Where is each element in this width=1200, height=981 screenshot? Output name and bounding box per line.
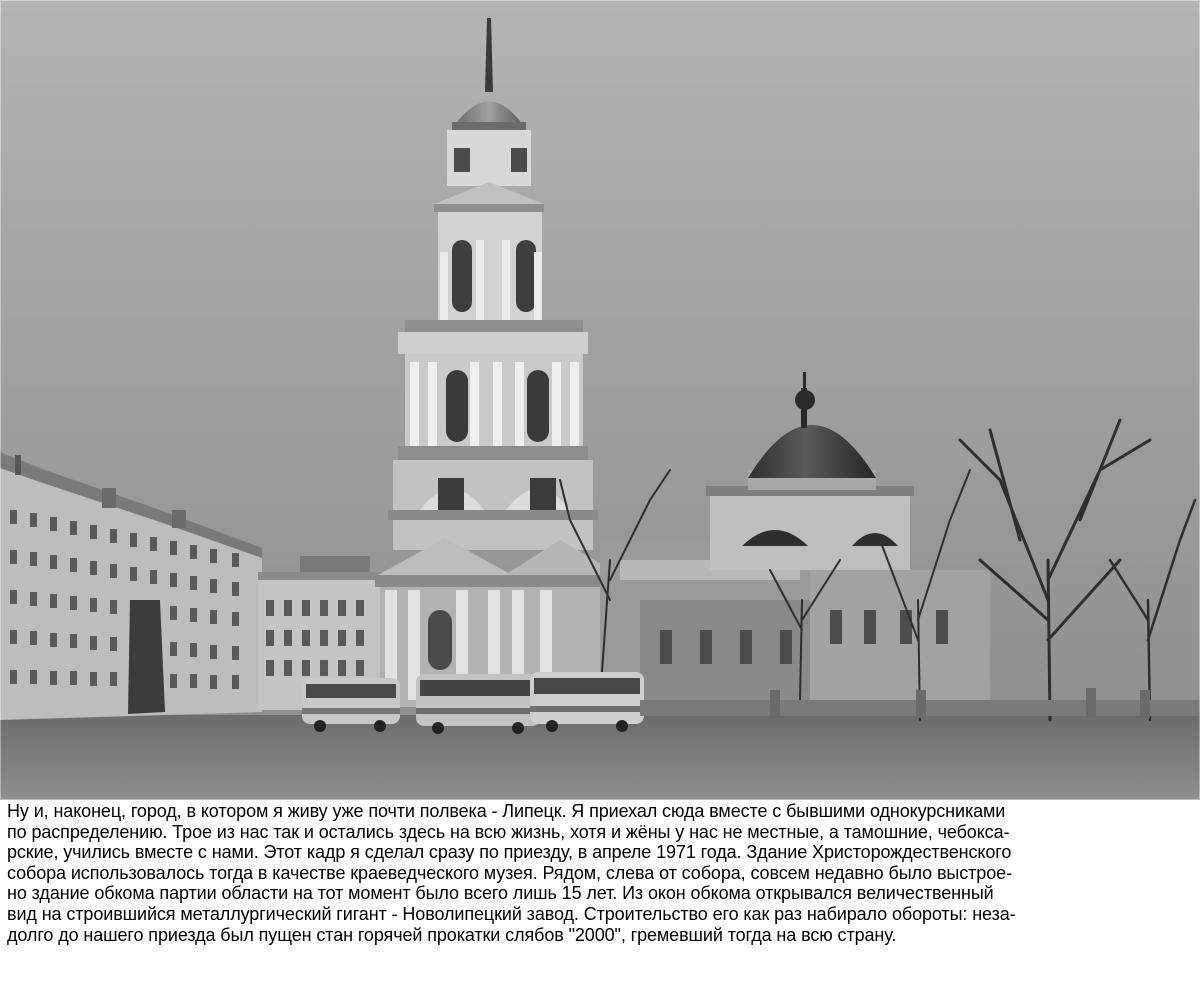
bus-right — [530, 672, 644, 732]
bus-left — [302, 678, 400, 732]
caption-line: по распределению. Трое из нас так и остались здесь на всю жизнь, хотя и жёны у нас не местные, а тамошние, чебокса- — [7, 821, 1010, 842]
caption-line: собора использовалось тогда в качестве краеведческого музея. Рядом, слева от собора, совсем недавно было выстрое- — [7, 862, 1012, 883]
caption-line: рские, учились вместе с нами. Этот кадр я сделал сразу по приезду, в апреле 1971 года. Здание Христорождественского — [7, 842, 1012, 863]
caption-line: вид на строившийся металлургический гигант - Новолипецкий завод. Строительство его как раз набирало обороты: неза- — [7, 903, 1016, 924]
bus-middle — [416, 674, 540, 734]
caption-line: но здание обкома партии области на тот момент было всего лишь 15 лет. Из окон обкома открывался величественный — [7, 883, 994, 904]
photo-caption — [7, 801, 1193, 976]
caption-line: долго до нашего приезда был пущен стан горячей прокатки слябов "2000", гремевший тогда на всю страну. — [7, 924, 897, 945]
town-square — [0, 715, 1200, 800]
caption-line: Ну и, наконец, город, в котором я живу уже почти полвека - Липецк. Я приехал сюда вместе с бывшими однокурсниками — [7, 801, 1006, 821]
